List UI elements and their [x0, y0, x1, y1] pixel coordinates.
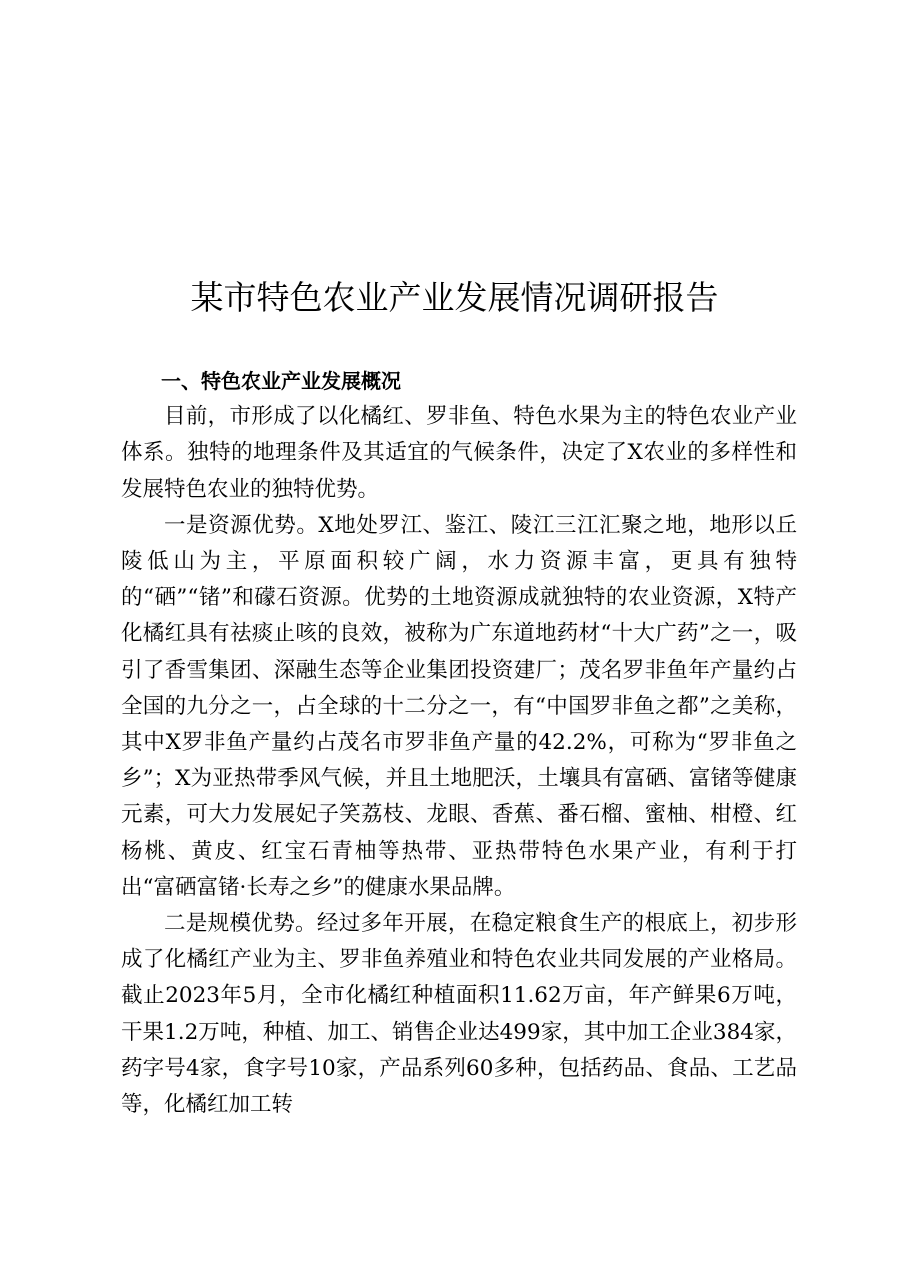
- section-heading: 一、特色农业产业发展概况: [161, 369, 401, 393]
- paragraph-scale-advantage: 二是规模优势。经过多年开展，在稳定粮食生产的根底上，初步形成了化橘红产业为主、罗非鱼养殖业和特色农业共同发展的产业格局。截止2023年5月，全市化橘红种植面积11.62万亩，年产鲜果6万吨，干果1.2万吨，种植、加工、销售企业达499家，其中加工企业384家，药字号4家，食字号10家，产品系列60多种，包括药品、食品、工艺品等，化橘红加工转: [121, 911, 797, 1118]
- document-body: [121, 363, 797, 1123]
- paragraph-overview: 目前，市形成了以化橘红、罗非鱼、特色水果为主的特色农业产业体系。独特的地理条件及其适宜的气候条件，决定了X农业的多样性和发展特色农业的独特优势。: [121, 404, 797, 502]
- document-title: 某市特色农业产业发展情况调研报告: [190, 278, 719, 318]
- paragraph-resource-advantage: 一是资源优势。X地处罗江、鉴江、陵江三江汇聚之地，地形以丘陵低山为主，平原面积较广阔，水力资源丰富，更具有独特的“硒”“锗”和礞石资源。优势的土地资源成就独特的农业资源，X特产化橘红具有祛痰止咳的良效，被称为广东道地药材“十大广药”之一，吸引了香雪集团、深融生态等企业集团投资建厂；茂名罗非鱼年产量约占全国的九分之一，占全球的十二分之一，有“中国罗非鱼之都”之美称，其中X罗非鱼产量约占茂名市罗非鱼产量的42.2%，可称为“罗非鱼之乡”；X为亚热带季风气候，并且土地肥沃，土壤具有富硒、富锗等健康元素，可大力发展妃子笑荔枝、龙眼、香蕉、番石榴、蜜柚、柑橙、红杨桃、黄皮、红宝石青柚等热带、亚热带特色水果产业，有利于打出“富硒富锗·长寿之乡”的健康水果品牌。: [121, 512, 797, 900]
